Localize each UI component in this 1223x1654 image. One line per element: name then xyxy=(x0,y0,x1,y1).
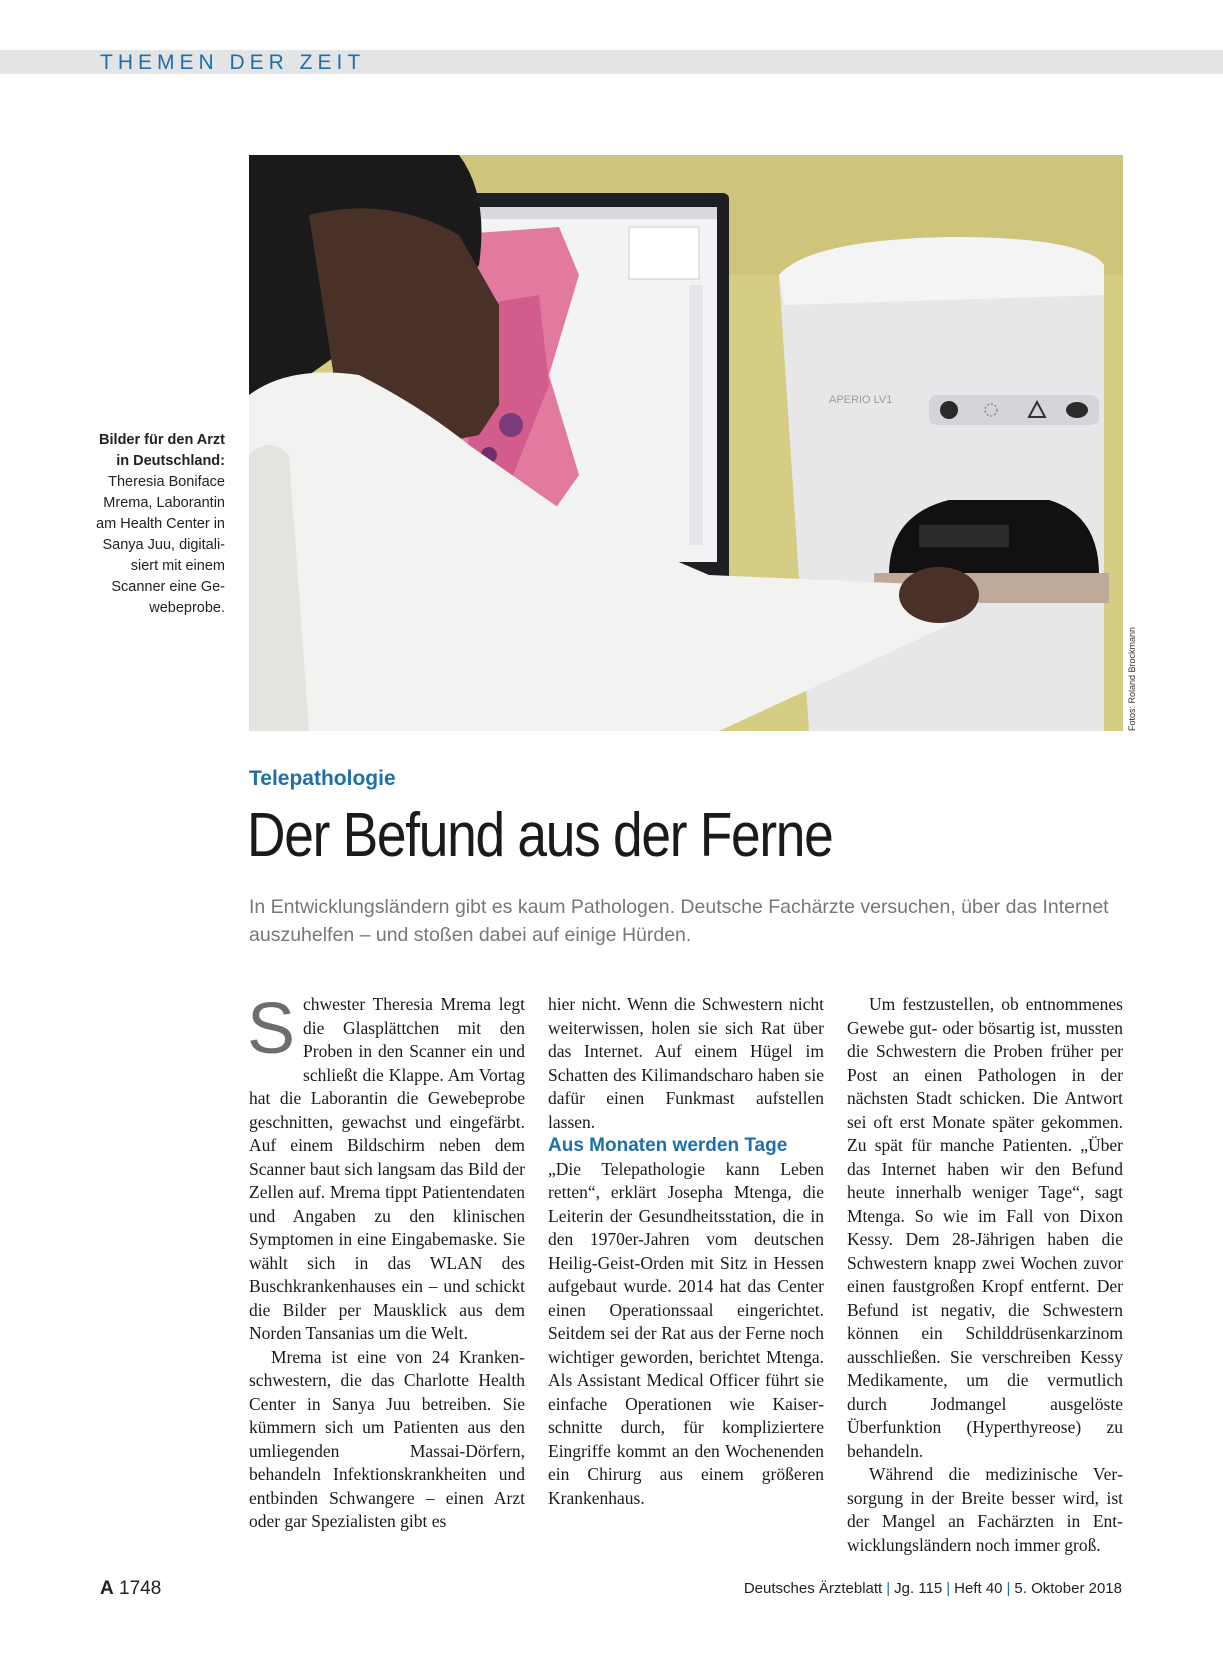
caption-line: am Health Center in xyxy=(96,516,225,532)
journal-volume: Jg. 115 xyxy=(894,1580,943,1597)
paragraph: Während die medizinische Versorgung in der Breite besser wird, ist der Mangel an Fachärzten in Entwicklungsländern noch immer groß. xyxy=(847,1464,1123,1555)
article-column-2 xyxy=(548,993,824,1510)
separator: | xyxy=(1006,1580,1011,1597)
paragraph: „Die Telepathologie kann Leben retten“, erklärt Josepha Mtenga, die Leiterin der Gesundheitsstation, die in den 1970er-Jahren vom deutschen Heilig-Geist-Orden mit Sitz in Hessen aufgebaut wurde. 2014 hat das Center einen Operationssaal eingerichtet. Seitdem sei der Rat aus der Ferne noch wichtiger geworden, berichtet Mtenga. Als Assistant Medical Officer führt sie einfache Operationen wie Kaiserschnitte durch, für kompliziertere Eingriffe kommt an den Wochenenden ein Chirurg aus einem größeren Krankenhaus. xyxy=(548,1158,824,1508)
photo-caption xyxy=(80,430,225,619)
paragraph xyxy=(247,989,525,1346)
separator: | xyxy=(946,1580,951,1597)
caption-line: Theresia Boniface xyxy=(108,474,225,490)
caption-line: Scanner eine Ge- xyxy=(111,579,225,595)
caption-line: Sanya Juu, digitali- xyxy=(102,537,225,553)
page-number-value: 1748 xyxy=(119,1578,162,1599)
journal-issue: Heft 40 xyxy=(954,1580,1003,1597)
paragraph: hier nicht. Wenn die Schwestern nicht weiterwissen, holen sie sich Rat über das Internet. Auf einem Hügel im Schatten des Kilimandscharo haben sie dafür einen Funkmast aufstellen lassen. xyxy=(548,994,824,1132)
dropcap: S xyxy=(247,989,296,1069)
article-headline: Der Befund aus der Ferne xyxy=(247,801,833,870)
caption-line: siert mit einem xyxy=(130,558,225,574)
article-photo xyxy=(249,155,1123,731)
journal-info xyxy=(744,1580,1122,1597)
article-column-3 xyxy=(847,993,1123,1557)
caption-bold: in Deutschland: xyxy=(116,453,225,469)
article-column-1 xyxy=(247,989,525,1534)
photo-credit: Fotos: Roland Brockmann xyxy=(1127,626,1137,731)
eject-icon xyxy=(1066,402,1088,418)
paragraph: Mrema ist eine von 24 Krankenschwestern, die das Charlotte Health Center in Sanya Juu betreiben. Sie kümmern sich um Patienten aus den umliegenden Massai-Dörfern, behandeln Infektionskrankheiten und entbinden Schwangere – einen Arzt oder gar Spezialisten gibt es xyxy=(249,1346,525,1531)
separator: | xyxy=(886,1580,891,1597)
section-label: THEMEN DER ZEIT xyxy=(100,51,366,74)
journal-date: 5. Oktober 2018 xyxy=(1014,1580,1122,1597)
journal-name: Deutsches Ärzteblatt xyxy=(743,1580,883,1597)
page-prefix: A xyxy=(100,1578,114,1599)
page-number xyxy=(100,1578,161,1600)
scanner-brand: APERIO LV1 xyxy=(829,394,893,406)
caption-line: Mrema, Laborantin xyxy=(103,495,225,511)
article-lead: In Entwicklungsländern gibt es kaum Pathologen. Deutsche Fachärzte versuchen, über das Internet auszuhelfen – und stoßen dabei auf einige Hürden. xyxy=(249,896,1109,946)
paragraph: Um festzustellen, ob entnommenes Gewebe gut- oder bösartig ist, mussten die Schwestern die Proben früher per Post an einen Pathologen in der nächsten Stadt schicken. Die Antwort sei oft erst Monate später gekommen. Zu spät für manche Patienten. „Über das Internet haben wir den Befund heute innerhalb weniger Tage“, sagt Mtenga. So wie im Fall von Dixon Kessy. Dem 28-Jährigen haben die Schwestern knapp zwei Wochen zuvor einen faustgroßen Kropf entfernt. Der Befund ist negativ, die Schwestern können ein Schilddrüsenkarzinom ausschließen. Sie verschreiben Kessy Medikamente, um die vermutlich durch Jodmangel ausgelöste Überfunktion (Hyperthyreose) zu behandeln. xyxy=(847,994,1123,1461)
caption-line: webeprobe. xyxy=(149,600,225,616)
paragraph-text: chwester Theresia Mrema legt die Glasplättchen mit den Proben in den Scanner ein und schließt die Klappe. Am Vortag hat die Laborantin die Gewebeprobe geschnitten, gewachst und eingefärbt. Auf einem Bildschirm neben dem Scanner baut sich langsam das Bild der Zellen auf. Mrema tippt Patientendaten und Angaben zu den klinischen Symptomen in eine Eingabemaske. Sie wählt sich in das WLAN des Buschkrankenhauses ein – und schickt die Bilder per Mausklick aus dem Norden Tansanias um die Welt. xyxy=(249,994,525,1343)
article-kicker: Telepathologie xyxy=(249,767,396,790)
subheading: Aus Monaten werden Tage xyxy=(548,1135,788,1156)
caption-bold: Bilder für den Arzt xyxy=(99,432,225,448)
power-icon xyxy=(940,401,958,419)
